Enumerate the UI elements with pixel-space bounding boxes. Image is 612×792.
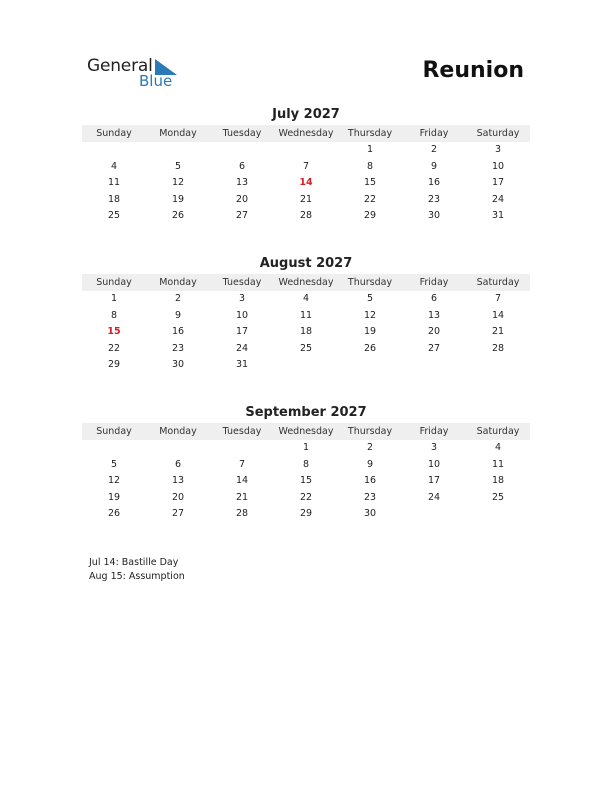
month-august (82, 255, 530, 374)
weekday-header (82, 423, 530, 440)
day-cell: 11 (491, 458, 505, 470)
day-cell: 26 (107, 508, 121, 520)
day-cell: 25 (107, 210, 121, 222)
weekday-label: Saturday (476, 426, 520, 437)
day-cell (210, 142, 274, 159)
day-cell: 16 (427, 177, 441, 189)
day-cell: 17 (235, 326, 249, 338)
holiday-notes (89, 556, 185, 584)
day-cell (210, 440, 274, 457)
day-cell: 12 (363, 309, 377, 321)
day-cell: 9 (174, 309, 182, 321)
day-cell: 29 (299, 508, 313, 520)
day-cell: 14 (235, 475, 249, 487)
day-cell: 26 (171, 210, 185, 222)
day-cell: 16 (363, 475, 377, 487)
weekday-header (82, 125, 530, 142)
day-cell: 22 (363, 193, 377, 205)
day-cell: 14 (491, 309, 505, 321)
day-cell: 27 (427, 342, 441, 354)
day-cell (82, 142, 146, 159)
day-cell: 2 (366, 442, 374, 453)
day-cell: 25 (299, 342, 313, 354)
weekday-label: Saturday (476, 277, 520, 288)
day-cell: 20 (171, 491, 185, 503)
day-cell: 31 (235, 359, 249, 371)
day-cell (402, 357, 466, 374)
general-blue-logo (87, 56, 187, 92)
country-title: Reunion (422, 58, 524, 83)
day-cell: 8 (302, 458, 310, 470)
day-cell: 6 (430, 293, 438, 304)
weekday-label: Tuesday (222, 277, 262, 288)
day-cell: 22 (107, 342, 121, 354)
day-cell: 21 (491, 326, 505, 338)
day-cell: 25 (491, 491, 505, 503)
day-cell: 4 (494, 442, 502, 453)
weekday-label: Saturday (476, 128, 520, 139)
day-cell: 20 (427, 326, 441, 338)
weekday-label: Monday (159, 277, 197, 288)
day-cell: 28 (235, 508, 249, 520)
day-cell: 21 (299, 193, 313, 205)
day-cell: 19 (107, 491, 121, 503)
day-cell: 13 (235, 177, 249, 189)
weekday-label: Thursday (347, 277, 393, 288)
day-cell: 7 (302, 160, 310, 172)
day-cell: 3 (494, 144, 502, 155)
weekday-label: Sunday (96, 426, 132, 437)
day-cell: 18 (299, 326, 313, 338)
weekday-label: Thursday (347, 128, 393, 139)
day-cell: 24 (491, 193, 505, 205)
weekday-label: Tuesday (222, 128, 262, 139)
week-row (82, 175, 530, 192)
day-cell: 15 (363, 177, 377, 189)
day-cell: 8 (366, 160, 374, 172)
day-cell: 27 (235, 210, 249, 222)
week-row (82, 291, 530, 308)
weekday-label: Monday (159, 128, 197, 139)
day-cell: 4 (302, 293, 310, 304)
day-cell: 27 (171, 508, 185, 520)
day-cell: 31 (491, 210, 505, 222)
week-row (82, 308, 530, 325)
week-row (82, 142, 530, 159)
day-cell: 9 (366, 458, 374, 470)
week-row (82, 341, 530, 358)
weekday-label: Friday (419, 277, 449, 288)
weekday-label: Tuesday (222, 426, 262, 437)
day-cell: 11 (107, 177, 121, 189)
day-cell: 20 (235, 193, 249, 205)
day-cell: 6 (238, 160, 246, 172)
day-cell: 13 (427, 309, 441, 321)
weekday-label: Sunday (96, 128, 132, 139)
holiday-day-cell: 15 (107, 326, 121, 338)
day-cell (402, 506, 466, 523)
day-cell: 8 (110, 309, 118, 321)
week-row (82, 457, 530, 474)
day-cell: 30 (171, 359, 185, 371)
day-cell: 29 (107, 359, 121, 371)
day-cell: 1 (366, 144, 374, 155)
day-cell: 24 (235, 342, 249, 354)
holiday-note: Jul 14: Bastille Day (89, 557, 179, 568)
day-cell: 4 (110, 160, 118, 172)
day-cell: 28 (299, 210, 313, 222)
day-cell: 2 (174, 293, 182, 304)
day-cell: 1 (302, 442, 310, 453)
day-cell (466, 506, 530, 523)
day-cell: 5 (174, 160, 182, 172)
week-row (82, 490, 530, 507)
day-cell: 29 (363, 210, 377, 222)
weekday-label: Wednesday (278, 426, 334, 437)
day-cell: 18 (491, 475, 505, 487)
weekday-label: Friday (419, 426, 449, 437)
weekday-label: Wednesday (278, 277, 334, 288)
weekday-header (82, 274, 530, 291)
day-cell: 10 (235, 309, 249, 321)
day-cell: 18 (107, 193, 121, 205)
day-cell (82, 440, 146, 457)
week-row (82, 324, 530, 341)
day-cell: 3 (430, 442, 438, 453)
day-cell: 13 (171, 475, 185, 487)
day-cell: 30 (427, 210, 441, 222)
day-cell: 23 (427, 193, 441, 205)
day-cell: 22 (299, 491, 313, 503)
month-title: September 2027 (245, 405, 367, 420)
weekday-label: Sunday (96, 277, 132, 288)
day-cell: 19 (363, 326, 377, 338)
day-cell: 11 (299, 309, 313, 321)
month-title: July 2027 (272, 107, 340, 122)
day-cell: 24 (427, 491, 441, 503)
day-cell: 30 (363, 508, 377, 520)
day-cell: 23 (171, 342, 185, 354)
day-cell: 5 (366, 293, 374, 304)
week-row (82, 159, 530, 176)
week-row (82, 473, 530, 490)
day-cell (146, 142, 210, 159)
day-cell: 15 (299, 475, 313, 487)
day-cell: 9 (430, 160, 438, 172)
day-cell: 1 (110, 293, 118, 304)
day-cell: 2 (430, 144, 438, 155)
day-cell: 12 (171, 177, 185, 189)
day-cell: 12 (107, 475, 121, 487)
holiday-day-cell: 14 (299, 177, 313, 189)
day-cell: 19 (171, 193, 185, 205)
day-cell: 21 (235, 491, 249, 503)
day-cell (274, 357, 338, 374)
day-cell: 3 (238, 293, 246, 304)
month-september (82, 404, 530, 523)
weekday-label: Wednesday (278, 128, 334, 139)
day-cell: 5 (110, 458, 118, 470)
day-cell: 17 (427, 475, 441, 487)
logo-text-blue: Blue (139, 72, 173, 90)
day-cell (146, 440, 210, 457)
week-row (82, 506, 530, 523)
day-cell (274, 142, 338, 159)
weekday-label: Friday (419, 128, 449, 139)
month-title: August 2027 (259, 256, 353, 271)
week-row (82, 208, 530, 225)
day-cell: 17 (491, 177, 505, 189)
logo-text-general: General (87, 56, 153, 76)
month-july (82, 106, 530, 225)
week-row (82, 357, 530, 374)
weekday-label: Thursday (347, 426, 393, 437)
weekday-label: Monday (159, 426, 197, 437)
day-cell: 23 (363, 491, 377, 503)
day-cell: 16 (171, 326, 185, 338)
day-cell (466, 357, 530, 374)
day-cell: 26 (363, 342, 377, 354)
day-cell: 10 (427, 458, 441, 470)
day-cell: 10 (491, 160, 505, 172)
week-row (82, 440, 530, 457)
day-cell: 7 (494, 293, 502, 304)
week-row (82, 192, 530, 209)
day-cell: 28 (491, 342, 505, 354)
holiday-note: Aug 15: Assumption (89, 571, 185, 582)
day-cell: 7 (238, 458, 246, 470)
day-cell (338, 357, 402, 374)
day-cell: 6 (174, 458, 182, 470)
